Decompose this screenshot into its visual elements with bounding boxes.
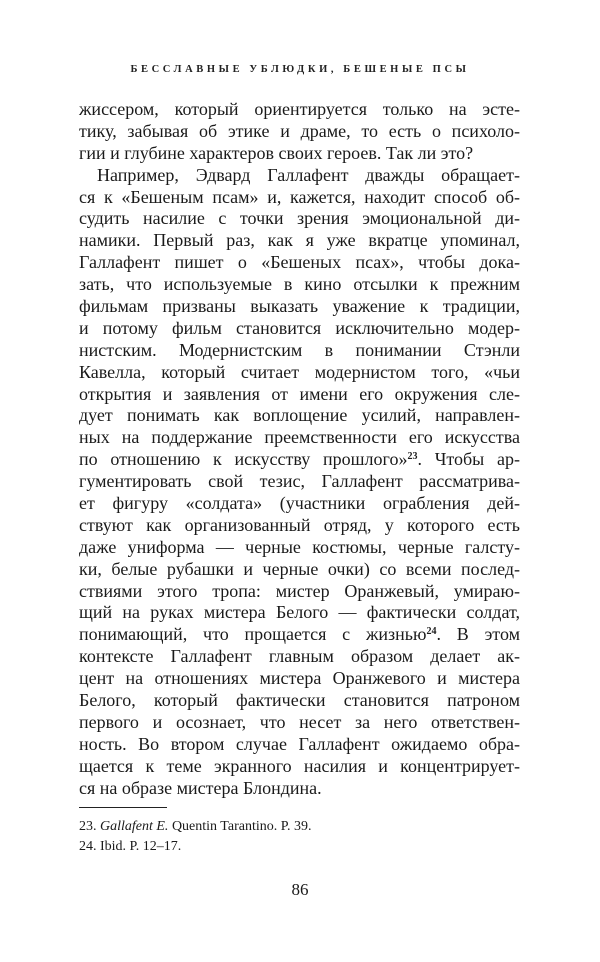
- paragraph-start-line: Например, Эдвард Галлафент дважды обращает-: [97, 164, 520, 185]
- footnote-divider: [79, 807, 167, 808]
- footnote-author: Gallafent E.: [100, 819, 169, 834]
- footnotes: [79, 817, 520, 857]
- text-line: первого и осознает, что несет за него ответствен-: [79, 711, 520, 732]
- text-line: ки, белые рубашки и черные очки) со всеми послед-: [79, 558, 520, 579]
- text-line: ся на образе мистера Блондина.: [79, 777, 322, 798]
- text-line: даже униформа — черные костюмы, черные галсту-: [79, 536, 520, 557]
- line-text: понимающий, что прощается с жизнью: [79, 624, 427, 645]
- text-line-with-footnote: [79, 624, 520, 646]
- line-text: по отношению к искусству прошлого»: [79, 449, 408, 470]
- footnote-ref-24[interactable]: 24: [426, 626, 437, 638]
- text-line: судить насилие с точки зрения эмоциональной ди-: [79, 208, 520, 229]
- footnote-text: Quentin Tarantino. P. 39.: [171, 819, 312, 834]
- line-text: . В этом: [436, 624, 520, 645]
- text-line: нистским. Модернистским в понимании Стэнли: [79, 339, 520, 360]
- text-line: щий на руках мистера Белого — фактически солдат,: [79, 602, 520, 623]
- text-line: ность. Во втором случае Галлафент ожидаемо обра-: [79, 733, 520, 754]
- body-text: [79, 99, 520, 800]
- footnote-number: 24.: [79, 839, 97, 854]
- page-number: 86: [291, 880, 309, 899]
- text-line: открытия и заявления от имени его окружения сле-: [79, 383, 520, 404]
- text-line: тику, забывая об этике и драме, то есть о психоло-: [79, 120, 520, 141]
- text-line: контексте Галлафент главным образом делает ак-: [79, 646, 520, 667]
- text-line: намики. Первый раз, как я уже вкратце упоминал,: [79, 230, 520, 251]
- footnote-number: 23.: [79, 819, 97, 834]
- footnote-text: Ibid. P. 12–17.: [100, 839, 182, 854]
- text-line: дует понимать как воплощение усилий, направлен-: [79, 405, 520, 426]
- text-line: Галлафент пишет о «Бешеных псах», чтобы дока-: [79, 252, 520, 273]
- text-line: Белого, который фактически становится патроном: [79, 690, 520, 711]
- text-line: ся к «Бешеным псам» и, кажется, находит способ об-: [79, 186, 520, 207]
- text-line: и потому фильм становится исключительно модер-: [79, 317, 520, 338]
- footnote-24: [79, 837, 520, 857]
- line-text: . Чтобы ар-: [417, 449, 521, 470]
- footnote-ref-23[interactable]: 23: [407, 451, 418, 463]
- text-line: ствуют как организованный отряд, у которого есть: [79, 514, 520, 535]
- text-line: щается к теме экранного насилия и концентрирует-: [79, 755, 520, 776]
- text-line: ствиями этого тропа: мистер Оранжевый, умираю-: [79, 580, 520, 601]
- text-line: зать, что используемые в кино отсылки к прежним: [79, 274, 520, 295]
- text-line: гументировать свой тезис, Галлафент рассматрива-: [79, 471, 520, 492]
- text-line: Кавелла, который считает модернистом того, «чьи: [79, 361, 520, 382]
- text-line: гии и глубине характеров своих героев. Так ли это?: [79, 142, 474, 163]
- text-line: ных на поддержание преемственности его искусства: [79, 427, 520, 448]
- text-line: цент на отношениях мистера Оранжевого и мистера: [79, 668, 520, 689]
- footnote-23: [79, 817, 520, 837]
- text-line-with-footnote: [79, 449, 520, 471]
- running-header: БЕССЛАВНЫЕ УБЛЮДКИ, БЕШЕНЫЕ ПСЫ: [130, 64, 470, 75]
- text-line: фильмам призваны выказать уважение к традиции,: [79, 296, 520, 317]
- text-line: жиссером, который ориентируется только на эсте-: [79, 99, 520, 119]
- text-line: ет фигуру «солдата» (участники ограбления дей-: [79, 493, 520, 514]
